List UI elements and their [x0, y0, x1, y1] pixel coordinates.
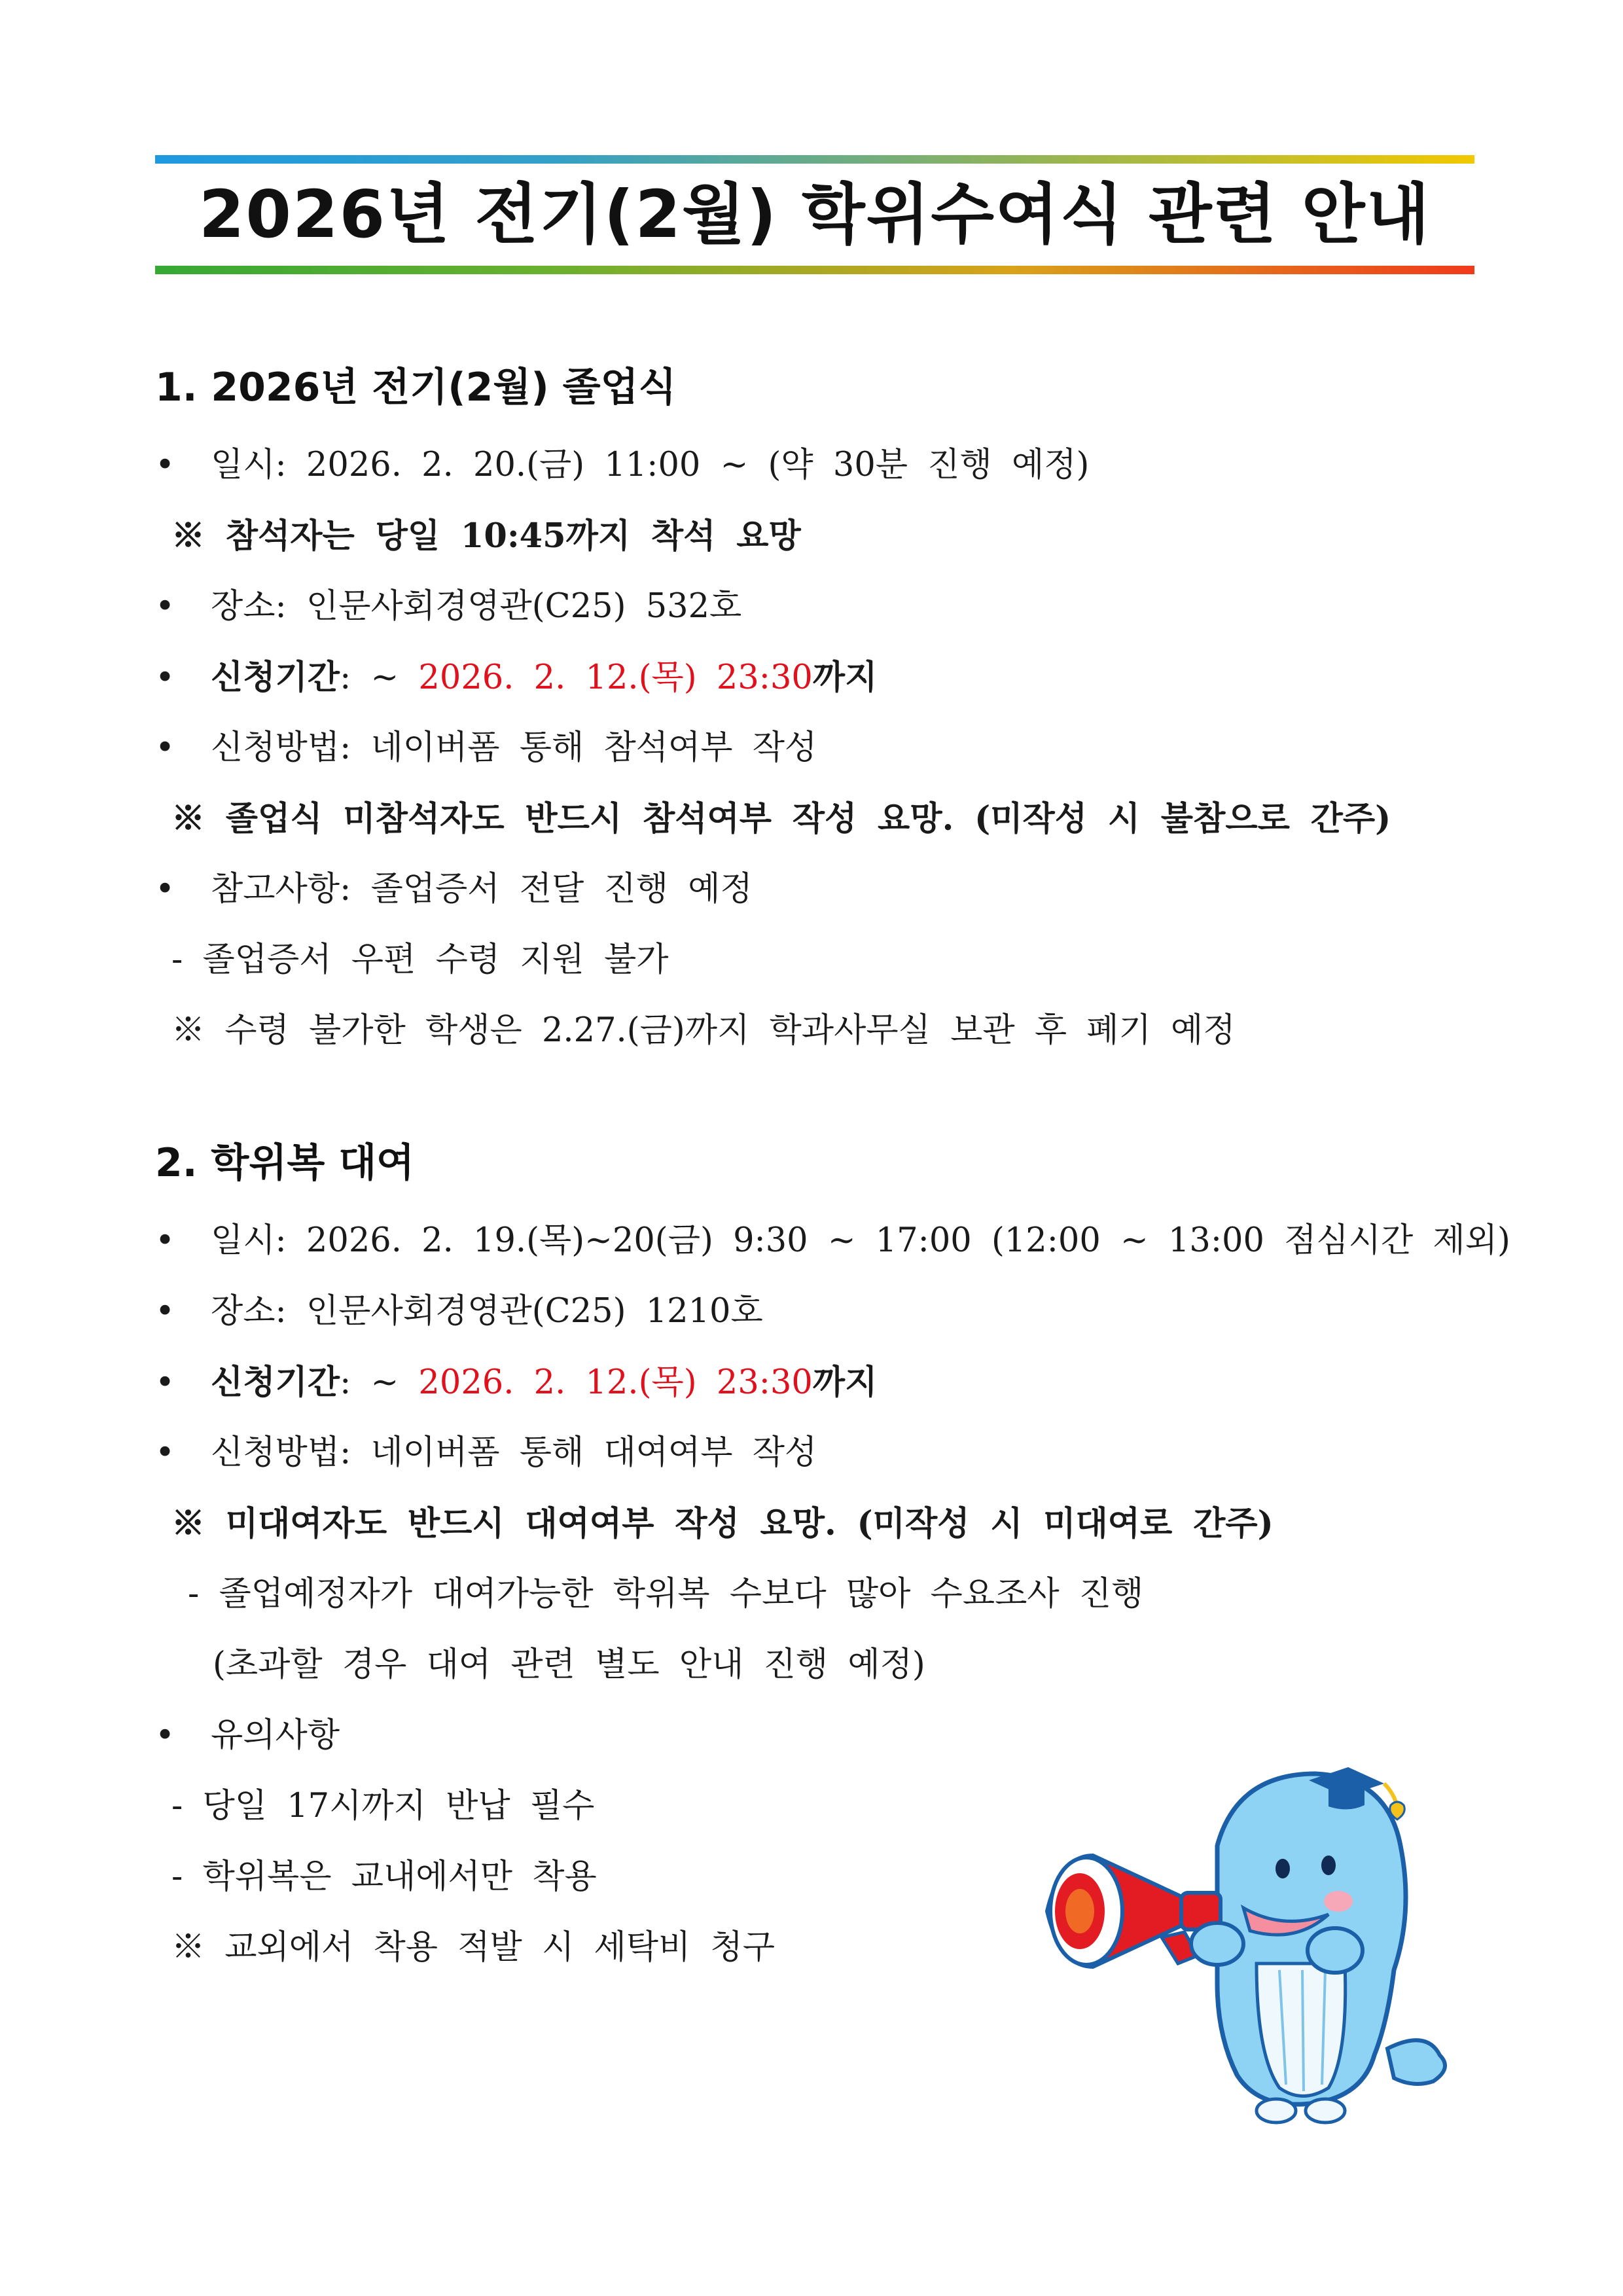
s1-place-item: • 장소: 인문사회경영관(C25) 532호 — [155, 581, 741, 633]
bullet: • — [155, 1363, 175, 1402]
s2-caution-note: ※ 교외에서 착용 적발 시 세탁비 청구 — [171, 1928, 775, 1967]
bullet: • — [155, 870, 175, 908]
s2-place-item: • 장소: 인문사회경영관(C25) 1210호 — [155, 1285, 763, 1338]
bullet: • — [155, 1292, 175, 1331]
s2-caution-sub2: - 학위복은 교내에서만 착용 — [171, 1857, 597, 1896]
s2-method-sub1: - 졸업예정자가 대여가능한 학위복 수보다 많아 수요조사 진행 — [188, 1575, 1144, 1613]
s1-reference-item: • 참고사항: 졸업증서 전달 진행 예정 — [155, 863, 753, 916]
s1-period-item: • 신청기간: ~ 2026. 2. 12.(목) 23:30까지 — [155, 651, 877, 704]
s1-method-note: ※ 졸업식 미참석자도 반드시 참석여부 작성 요망. (미작성 시 불참으로 간주) — [171, 799, 1391, 838]
section1-heading: 1. 2026년 전기(2월) 졸업식 — [155, 365, 677, 410]
page-title: 2026년 전기(2월) 학위수여식 관련 안내 — [198, 176, 1431, 253]
bullet: • — [155, 1433, 175, 1472]
bullet: • — [155, 1716, 175, 1755]
title-bottom-bar — [155, 266, 1474, 274]
section2-heading: 2. 학위복 대여 — [155, 1140, 415, 1186]
s2-period-label: 신청기간 — [211, 1363, 340, 1402]
bullet: • — [155, 446, 175, 484]
title-top-bar — [155, 155, 1474, 164]
s2-method-note: ※ 미대여자도 반드시 대여여부 작성 요망. (미작성 시 미대여로 간주) — [171, 1504, 1274, 1543]
s1-period-label: 신청기간 — [211, 658, 340, 697]
s2-date-item: • 일시: 2026. 2. 19.(목)~20(금) 9:30 ~ 17:00 (12:00 ~ 13:00 점심시간 제외) — [155, 1215, 1510, 1267]
whale-mascot-megaphone-icon — [1021, 1748, 1479, 2140]
s2-period-value: 2026. 2. 12.(목) 23:30 — [418, 1363, 813, 1402]
s1-arrival-note: ※ 참석자는 당일 10:45까지 착석 요망 — [171, 516, 801, 556]
s1-method-item: • 신청방법: 네이버폼 통해 참석여부 작성 — [155, 722, 817, 774]
s1-reference-note: ※ 수령 불가한 학생은 2.27.(금)까지 학과사무실 보관 후 폐기 예정 — [171, 1011, 1236, 1050]
bullet: • — [155, 587, 175, 626]
s1-period-value: 2026. 2. 12.(목) 23:30 — [418, 658, 813, 697]
s1-date-item: • 일시: 2026. 2. 20.(금) 11:00 ~ (약 30분 진행 예정) — [155, 439, 1089, 492]
s2-period-item: • 신청기간: ~ 2026. 2. 12.(목) 23:30까지 — [155, 1356, 877, 1409]
s2-caution-sub1: - 당일 17시까지 반납 필수 — [171, 1787, 595, 1825]
bullet: • — [155, 1221, 175, 1260]
s2-method-sub2: (초과할 경우 대여 관련 별도 안내 진행 예정) — [213, 1645, 925, 1684]
title-block — [155, 155, 1474, 274]
s2-method-item: • 신청방법: 네이버폼 통해 대여여부 작성 — [155, 1427, 817, 1479]
bullet: • — [155, 658, 175, 697]
bullet: • — [155, 728, 175, 767]
s2-caution-item: • 유의사항 — [155, 1710, 340, 1762]
s1-reference-sub: - 졸업증서 우편 수령 지원 불가 — [171, 941, 669, 979]
